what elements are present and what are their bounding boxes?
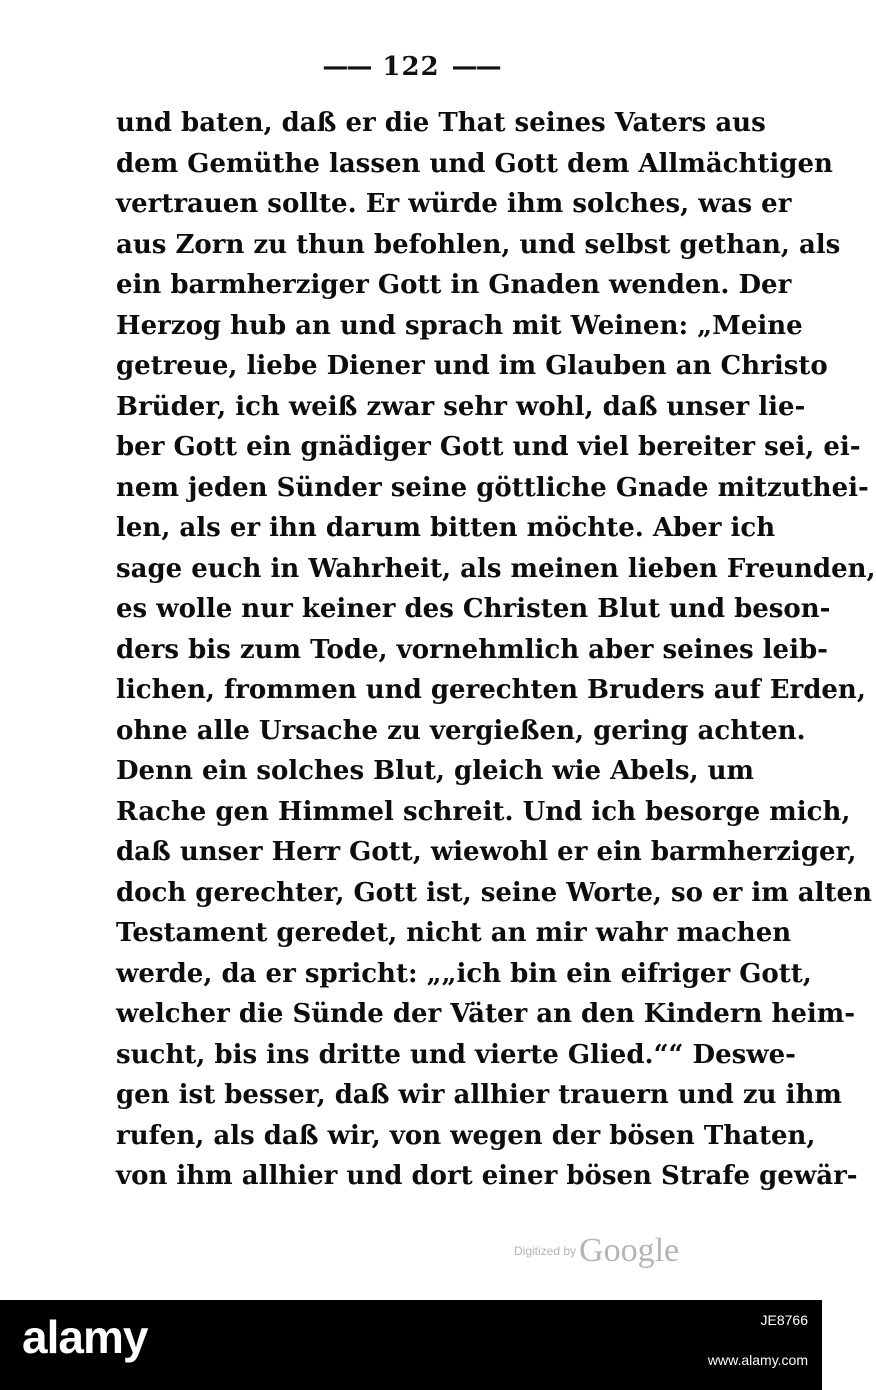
text-line: sage euch in Wahrheit, als meinen lieben Freunden, [116,553,876,584]
page-number-value: 122 [382,52,440,82]
text-line: ein barmherziger Gott in Gnaden wenden. Der [116,270,792,300]
text-line: und baten, daß er die That seines Vaters aus [116,108,766,138]
body-text [116,103,876,1197]
alamy-logo: alamy [22,1311,148,1363]
page-number-dash-right: —— [451,52,500,82]
watermark-brand: Google [579,1232,680,1269]
text-line: von ihm allhier und dort einer bösen Strafe gewär- [116,1161,858,1191]
text-line: ber Gott ein gnädiger Gott und viel bereiter sei, ei- [116,432,861,462]
digitized-by-watermark [514,1232,694,1282]
text-line: nem jeden Sünder seine göttliche Gnade mitzuthei- [116,472,869,503]
text-line: lichen, frommen und gerechten Bruders auf Erden, [116,675,866,705]
text-line: getreue, liebe Diener und im Glauben an Christo [116,351,828,381]
page-number [0,52,822,82]
text-line: Denn ein solches Blut, gleich wie Abels, um [116,756,755,786]
text-line: es wolle nur keiner des Christen Blut und beson- [116,594,831,624]
text-line: len, als er ihn darum bitten möchte. Aber ich [116,513,776,543]
text-line: gen ist besser, daß wir allhier trauern und zu ihm [116,1080,842,1110]
text-line: rufen, als daß wir, von wegen der bösen Thaten, [116,1120,816,1151]
text-line: Herzog hub an und sprach mit Weinen: „Meine [116,310,803,341]
text-line: dem Gemüthe lassen und Gott dem Allmächtigen [116,148,833,179]
watermark-prefix: Digitized by [514,1244,577,1258]
text-line: Testament geredet, nicht an mir wahr machen [116,918,792,948]
text-line: ders bis zum Tode, vornehmlich aber seines leib- [116,634,828,665]
site-url: www.alamy.com [707,1352,808,1368]
text-line: Brüder, ich weiß zwar sehr wohl, daß unser lie- [116,391,806,422]
text-line: sucht, bis ins dritte und vierte Glied.““ Deswe- [116,1039,796,1070]
text-line: daß unser Herr Gott, wiewohl er ein barmherziger, [116,837,857,867]
stock-photo-banner [0,1300,822,1390]
image-id: JE8766 [760,1312,808,1328]
text-line: vertrauen sollte. Er würde ihm solches, was er [116,189,792,219]
text-line: werde, da er spricht: „„ich bin ein eifriger Gott, [116,958,812,989]
text-line: ohne alle Ursache zu vergießen, gering achten. [116,715,806,746]
text-line: aus Zorn zu thun befohlen, und selbst gethan, als [116,229,841,260]
text-line: doch gerechter, Gott ist, seine Worte, so er im alten [116,877,872,908]
page-number-dash-left: —— [322,52,371,82]
text-line: Rache gen Himmel schreit. Und ich besorge mich, [116,796,851,827]
text-line: welcher die Sünde der Väter an den Kindern heim- [116,999,856,1029]
